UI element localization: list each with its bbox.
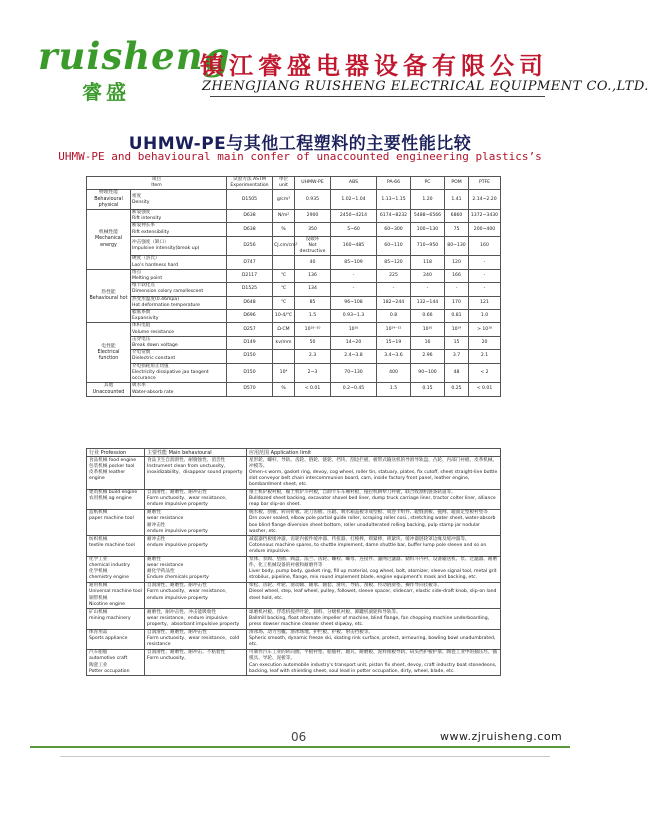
column-header: 行业 Profession (87, 449, 145, 457)
behaviour-cell: 食品卫生自润滑性、耐腐蚀性、消音性 Instrument clean from unctuosity、inoxidizability、disappear sound property (145, 457, 247, 489)
property-group: 热性能 Behavioural hot (87, 269, 131, 323)
value-cell: < 0.01 (469, 383, 501, 396)
table-row (87, 489, 501, 509)
value-cell: 134 (295, 283, 331, 296)
page-title-en: UHMW-PE and behavioural main confer of unaccounted engineering plastics’s (58, 150, 542, 163)
property-name: 断裂强度 Rift intensity (131, 210, 227, 223)
property-name: 硬度（洛氏） Loo's hardness hard (131, 256, 227, 269)
property-group: 物理性能 Behavioural physical (87, 190, 131, 210)
behaviour-cell: 耐磨性 wear resistance 耐冲击性 endure impulsive property (145, 509, 247, 535)
value-cell: 6860 (445, 210, 469, 223)
unit-cell: CJ.cm/cm² (273, 236, 295, 256)
table-header-row (87, 449, 501, 457)
behaviour-cell: 自润滑性、耐磨性、耐冲击性 Form unctuosity、wear resistance、endure impulsive property (145, 582, 247, 608)
value-cell: 6174~8232 (377, 210, 411, 223)
value-cell: 240 (411, 269, 445, 282)
value-cell: 没破坏 Not destructive (295, 236, 331, 256)
table-row (87, 256, 501, 269)
test-method: D149 (227, 336, 273, 349)
test-method: D1505 (227, 190, 273, 210)
test-method: D638 (227, 210, 273, 223)
column-header: PC (411, 177, 445, 190)
value-cell: 10¹⁶ (331, 323, 377, 336)
table-row (87, 536, 501, 556)
column-header: 主要性能 Main behavioural (145, 449, 247, 457)
company-name-cn: 镇江睿盛电器设备有限公司 (200, 51, 548, 80)
value-cell: - (411, 283, 445, 296)
value-cell: > 10¹⁸ (469, 323, 501, 336)
test-method: D648 (227, 296, 273, 309)
unit-cell: N/m² (273, 210, 295, 223)
table-row (87, 457, 501, 489)
value-cell: 80~130 (445, 236, 469, 256)
value-cell: 160~485 (331, 236, 377, 256)
value-cell: 1.41 (445, 190, 469, 210)
company-logo (38, 34, 231, 104)
footer-divider (30, 746, 570, 748)
unit-cell: 10⁴ (273, 363, 295, 383)
behaviour-cell: 自润滑性、耐磨性、耐冲击性 Form unctuosity、wear resistance、cold resistance (145, 629, 247, 649)
value-cell: 85 (295, 296, 331, 309)
property-name: 介电损耗角正切值 Electricity dissipative jao tangent occurance (131, 363, 227, 383)
value-cell: 2.14~2.20 (469, 190, 501, 210)
value-cell: 15~19 (377, 336, 411, 349)
behaviour-cell: 自润滑性、耐磨性、耐冲击、不粘着性 Form unctuosity、 (145, 649, 247, 675)
value-cell: 5~60 (331, 223, 377, 236)
value-cell: < 0.01 (295, 383, 331, 396)
value-cell: 0.2~0.45 (331, 383, 377, 396)
value-cell: 85~120 (377, 256, 411, 269)
property-group: 机械性能 Mechanical energy (87, 210, 131, 270)
property-name: 冲击强度（缺口） Impulsive intensity(break up) (131, 236, 227, 256)
column-header: UHMW-PE (295, 177, 331, 190)
property-group: 电性能 Electrical function (87, 323, 131, 383)
table-row (87, 629, 501, 649)
value-cell: 3.4~3.6 (377, 350, 411, 363)
value-cell: 14~20 (331, 336, 377, 349)
test-method: D747 (227, 256, 273, 269)
profession-cell: 化学工业 chemical industry 化学机械 chemistry engine (87, 556, 145, 582)
property-group: 其他 Unaccounted (87, 383, 131, 396)
column-header: 试验方法 ASTM Experimentation (227, 177, 273, 190)
column-header: PTFE (469, 177, 501, 190)
value-cell: 2.4~3.8 (331, 350, 377, 363)
table-row (87, 509, 501, 535)
table-row (87, 383, 501, 396)
behaviour-cell: 耐冲击性 endure impulsive property (145, 536, 247, 556)
property-name: 吸水率 Water-absorb rate (131, 383, 227, 396)
column-header: PA-66 (377, 177, 411, 190)
test-method: D150 (227, 363, 273, 383)
value-cell: 90~100 (411, 363, 445, 383)
unit-cell: kv/mm (273, 336, 295, 349)
value-cell: < 2 (469, 363, 501, 383)
unit-cell (273, 350, 295, 363)
property-name: 熔点 Melting point (131, 269, 227, 282)
test-method: D2117 (227, 269, 273, 282)
value-cell: 5488~6566 (411, 210, 445, 223)
value-cell: 121 (469, 296, 501, 309)
column-header: ABS (331, 177, 377, 190)
company-name-en: ZHENGJIANG RUISHENG ELECTRICAL EQUIPMENT CO.,LTD. (202, 79, 649, 94)
value-cell: 350 (295, 223, 331, 236)
header-divider (210, 96, 545, 97)
application-table (86, 448, 501, 676)
value-cell: - (445, 283, 469, 296)
application-cell: 推土机铲板衬板，掘土机铲斗衬板，自卸卡车车厢衬板，拖拉机耕犁刀衬板，联合收割机链条轨道等。 Bulldozed sheet backing, excavator shovel bed liner, dump truck carriage liner, tractor colter liner, alliance reap bar slip-on sheet. (247, 489, 501, 509)
column-header: 单位 unit (273, 177, 295, 190)
test-method: D150 (227, 350, 273, 363)
page-number: 06 (291, 730, 307, 744)
table-row (87, 283, 501, 296)
unit-cell: 10-4/℃ (273, 310, 295, 323)
profession-cell: 汽车船舶 automotive craft 陶瓷工业 Potter occupation (87, 649, 145, 675)
column-header: POM (445, 177, 469, 190)
table-row (87, 582, 501, 608)
value-cell: 0.25 (445, 383, 469, 396)
property-name: 断裂伸长率 Rift extensibility (131, 223, 227, 236)
value-cell: - (331, 283, 377, 296)
table-row (87, 350, 501, 363)
value-cell: 0.81 (445, 310, 469, 323)
behaviour-cell: 自润滑性、耐磨性、耐冲击性 Form unctuosity、wear resistance、endure impulsive property (145, 489, 247, 509)
value-cell: 48 (445, 363, 469, 383)
table-row (87, 336, 501, 349)
application-cell: 可制作汽车工业的转向圈，平板衬垫、船舶衬、轴瓦，耐磨板、泥料推板导轨、码头挡护板护梁、陶瓷工业中的插压坯、插模具、导轮、泥板等。 Can execution automobile industry's transport unit, piston fix sheet, devoy, craft industry boat stonedeons, backing, leaf with shielding sheet, soul lead in potter occupation, dirty, wheel, blade, etc. (247, 649, 501, 675)
profession-cell: 造纸机械 paper machine tool (87, 509, 145, 535)
test-method: D257 (227, 323, 273, 336)
profession-cell: 体育用品 Sports appliance (87, 629, 145, 649)
value-cell: - (377, 283, 411, 296)
value-cell: 2.96 (411, 350, 445, 363)
value-cell: 1.5 (295, 310, 331, 323)
property-name: 体积电阻 Volume resistance (131, 323, 227, 336)
table-row (87, 609, 501, 629)
logo-chinese: 睿盛 (82, 80, 130, 104)
property-name: 膨胀系数 Expansivity (131, 310, 227, 323)
website-link[interactable]: www.zjruisheng.com (440, 730, 563, 743)
value-cell: 166 (445, 269, 469, 282)
value-cell: 132~144 (411, 296, 445, 309)
value-cell: 10¹⁶ (411, 323, 445, 336)
behaviour-cell: 耐磨性、耐冲击性、冲击能吸收性 wear resistance、endure impulsive property、absorbant impulsive property (145, 609, 247, 629)
application-cell: 脱水板、刮板、转向折板、泥刀齿板、压辊、吸水箱盖板等成型板、成卷卡组件、辊缝刮板、拖网、辊面定型板衬垫等 Drn cover sealed, elbow pole partial guide roller, scraping roller cosi., stretching water sheet, water-absorb box blind flange diversion sheet bottom, roller unadulterated rolling backing, pulp stamp jar nodular washer, etc. (247, 509, 501, 535)
value-cell: 160 (469, 236, 501, 256)
table-row (87, 556, 501, 582)
value-cell: 1.5 (377, 383, 411, 396)
value-cell: 3.7 (445, 350, 469, 363)
column-header: 应用范围 Application limit (247, 449, 501, 457)
profession-cell: 食品机械 food engine 包装机械 pocker tool 皮革机械 leather engine (87, 457, 145, 489)
table-row (87, 190, 501, 210)
property-name: 维卡软化点 Dimension colory ramollescent (131, 283, 227, 296)
value-cell: 0.93~1.3 (331, 310, 377, 323)
value-cell: 120 (445, 256, 469, 269)
value-cell: 2.3 (295, 350, 331, 363)
value-cell: 2.1 (469, 350, 501, 363)
value-cell: 40 (295, 256, 331, 269)
property-name: 热变形温度(0.46mpa) Hot deformation temperature (131, 296, 227, 309)
table-row (87, 269, 501, 282)
footer-stripe (60, 756, 550, 757)
value-cell: 182~244 (377, 296, 411, 309)
table-row (87, 210, 501, 223)
unit-cell: ℃ (273, 283, 295, 296)
property-name: 密度 Density (131, 190, 227, 210)
unit-cell (273, 256, 295, 269)
profession-cell: 建筑机械 build engine 农用机械 ag engine (87, 489, 145, 509)
unit-cell: ℃ (273, 296, 295, 309)
table-row (87, 649, 501, 675)
test-method: D256 (227, 236, 273, 256)
value-cell: 16 (411, 336, 445, 349)
value-cell: 1372~3430 (469, 210, 501, 223)
profession-cell: 纺织机械 textile machine tool (87, 536, 145, 556)
profession-cell: 通用机械 Universal machine tool 铜带机械 Nicotine engine (87, 582, 145, 608)
unit-cell: g/cm³ (273, 190, 295, 210)
test-method: D638 (227, 223, 273, 236)
test-method: D1525 (227, 283, 273, 296)
table-header-row (87, 177, 501, 190)
properties-comparison-table (86, 176, 501, 397)
unit-cell: ℃ (273, 269, 295, 282)
value-cell: 1.13~1.15 (377, 190, 411, 210)
value-cell: 96~108 (331, 296, 377, 309)
table-row (87, 223, 501, 236)
value-cell: - (469, 256, 501, 269)
table-row (87, 363, 501, 383)
value-cell: 85~109 (331, 256, 377, 269)
value-cell: 118 (411, 256, 445, 269)
unit-cell: Ω·CM (273, 323, 295, 336)
value-cell: 10¹⁸⁻²⁰ (295, 323, 331, 336)
value-cell: - (331, 269, 377, 282)
property-name: 介电常数 Dielectric constant (131, 350, 227, 363)
table-row (87, 323, 501, 336)
value-cell: 0.8 (377, 310, 411, 323)
profession-cell: 矿山机械 mining machinery (87, 609, 145, 629)
table-row (87, 296, 501, 309)
application-cell: 泵体、泵阀、垫圈、阀盘、法兰、齿轮、螺栓、螺母、连接件、滤网过滤器、储料斗内衬、设备输送机、泵、过滤器、耐磨件、化工机械设备的衬板和耐磨件等 Liver body, pump body, gasket ring, fill up material, cog wheel, bolt, atomizer, sleeve signal tool, metal grit strobilus, pipeline, flange, mix round implement blade, engine equipment's mask and backing, etc. (247, 556, 501, 582)
unit-cell: % (273, 223, 295, 236)
value-cell: 60~110 (377, 236, 411, 256)
table-row (87, 310, 501, 323)
application-cell: 星形轮、螺杆、导轨、齿轮、链轮、链轮、挡块、刮边拦板、板带式输送机的导滑导轨盘、凸轮、内部门衬板、皮革机械、冲模等。 Omen-s worm, gasket ring, devoy, cog wheel, roller tin, statuary, plates, fix cutoff, sheet straight-line bottle slot conveyor belt chain intercommunion board, cam, inside factory front panel, leather engine, bombardment sheet, etc. (247, 457, 501, 489)
value-cell: 2~3 (295, 363, 331, 383)
value-cell: 2900 (295, 210, 331, 223)
value-cell: 10¹⁴⁻¹⁵ (377, 323, 411, 336)
value-cell: 2450~4214 (331, 210, 377, 223)
application-cell: 柴松、齿轮、叶轮、滑动轴、轴承、轴套、滑块、导轨、刮板、传动链滑垫、操作导向挂板等。 Diesel wheel, step, leaf wheel, pulley, followet, sleeve spacer, slidecarr, elastic side-draft knob, slip-on land steel hold, etc. (247, 582, 501, 608)
page-title-cn: UHMW-PE与其他工程塑料的主要性能比较 (128, 134, 472, 154)
application-cell: 球磨机衬板、浮选机搅拌叶轮、卸料、分级机衬板、卸罐机滚轮和导轨等。 Ballmill backing, float alternate impeller of machine, blind flange, fan chopping machine underboarding, press dowser machine cleaner sheet slipway, etc. (247, 609, 501, 629)
value-cell: 50 (295, 336, 331, 349)
value-cell: 1.20 (411, 190, 445, 210)
test-method: D696 (227, 310, 273, 323)
value-cell: 200~400 (469, 223, 501, 236)
value-cell: 100~130 (411, 223, 445, 236)
test-method: D570 (227, 383, 273, 396)
logo-wordmark: ruisheng (38, 34, 231, 78)
value-cell: - (469, 283, 501, 296)
application-cell: 滑冰场、动力雪橇、滑冰场地、护栏板、护板、射击挡板等。 Spheric smooth, dynamic freeze ski, skating rink surface, protect, armouring, bowling bowl unadumbrated, etc. (247, 629, 501, 649)
property-name: 击穿电压 Break down voltage (131, 336, 227, 349)
table-row (87, 236, 501, 256)
value-cell: 20 (469, 336, 501, 349)
value-cell: 710~950 (411, 236, 445, 256)
value-cell: 400 (377, 363, 411, 383)
value-cell: 0.15 (411, 383, 445, 396)
value-cell: 0.66 (411, 310, 445, 323)
value-cell: 1.02~1.04 (331, 190, 377, 210)
value-cell: 0.935 (295, 190, 331, 210)
value-cell: 1.0 (469, 310, 501, 323)
value-cell: 60~300 (377, 223, 411, 236)
value-cell: 225 (377, 269, 411, 282)
value-cell: 170 (445, 296, 469, 309)
column-header: 项目 Item (87, 177, 227, 190)
behaviour-cell: 耐磨性 wear resistance 耐化学药品性 Endure chemicals property (145, 556, 247, 582)
value-cell: 70~130 (331, 363, 377, 383)
value-cell: 75 (445, 223, 469, 236)
value-cell: 136 (295, 269, 331, 282)
application-cell: 减震器挡板缓冲器，齿轮内板件缓冲器、传扭器、打梭棒，锁紧棒，锁紧块、缓冲器链轮罩边缘及缓冲器等。 Cotonnous machine spares, to shuttle implement, damn shuttle bar, buffer lump pole sleeve and so on endure impulsive. (247, 536, 501, 556)
value-cell: - (469, 269, 501, 282)
value-cell: 15 (445, 336, 469, 349)
value-cell: 10¹⁴ (445, 323, 469, 336)
unit-cell: % (273, 383, 295, 396)
